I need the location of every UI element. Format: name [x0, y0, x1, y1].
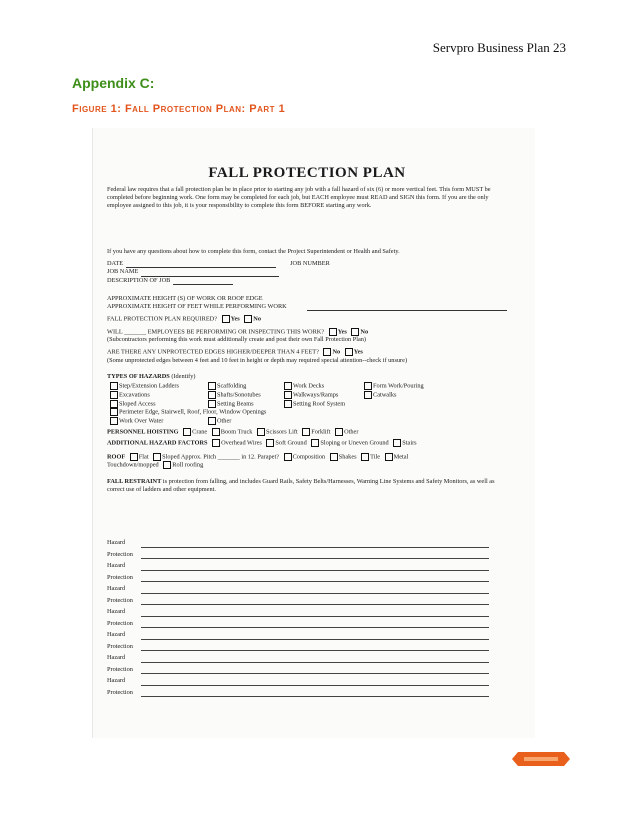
- questions-note: If you have any questions about how to complete this form, contact the Project Superintendent or Health and Safety.: [107, 248, 400, 255]
- will-yes-label: Yes: [337, 328, 347, 336]
- protection-line-row: Protection: [107, 571, 507, 583]
- hazard-checkbox[interactable]: [110, 382, 118, 390]
- roof-checkbox[interactable]: [385, 453, 393, 461]
- hoisting-checkbox[interactable]: [335, 428, 343, 436]
- protection-field[interactable]: [141, 667, 489, 674]
- hoisting-checkbox[interactable]: [302, 428, 310, 436]
- hazard-item: Form Work/Pouring: [361, 382, 441, 391]
- servpro-logo: [512, 752, 570, 766]
- edges-row: [107, 348, 507, 357]
- scanned-form-image: [92, 128, 535, 738]
- hazard-checkbox[interactable]: [208, 382, 216, 390]
- height-label: APPROXIMATE HEIGHT (S) OF WORK OR ROOF EDGE: [107, 294, 263, 302]
- appendix-heading: Appendix C:: [72, 75, 155, 91]
- types-heading: [107, 373, 507, 381]
- form-intro: Federal law requires that a fall protection plan be in place prior to starting any job with a fall hazard of six (6) or more vertical feet. This form MUST be completed before beginning work. One form may be completed for each job, but EACH employee must READ and SIGN this form. If you are the only employee assigned to this job, it is your responsibility to complete this form BEFORE starting any work.: [107, 186, 491, 210]
- protection-field[interactable]: [141, 575, 489, 582]
- hazard-line-row: Hazard: [107, 536, 507, 548]
- hoisting-checkbox[interactable]: [183, 428, 191, 436]
- hazard-item: Scaffolding: [205, 382, 281, 391]
- hazard-field[interactable]: [141, 587, 489, 594]
- protection-line-row: Protection: [107, 686, 507, 698]
- hazard-line-row: Hazard: [107, 674, 507, 686]
- description-field[interactable]: [173, 278, 233, 285]
- hazard-checkbox[interactable]: [284, 400, 292, 408]
- date-label: DATE: [107, 260, 124, 268]
- edges-no-label: No: [332, 348, 341, 356]
- protection-field[interactable]: [141, 552, 489, 559]
- hazard-field[interactable]: [141, 564, 489, 571]
- additional-checkbox[interactable]: [212, 439, 220, 447]
- hazard-checkbox[interactable]: [364, 382, 372, 390]
- hazard-checkbox[interactable]: [110, 400, 118, 408]
- protection-field[interactable]: [141, 644, 489, 651]
- hazard-field[interactable]: [141, 610, 489, 617]
- roof-row-2: Touchdown/mopped Roll roofing: [107, 461, 204, 469]
- hazard-protection-lines: [107, 536, 507, 697]
- restraint-paragraph: [107, 478, 507, 494]
- hazard-checkbox[interactable]: [208, 400, 216, 408]
- hazard-field[interactable]: [141, 656, 489, 663]
- hazard-item: Excavations: [107, 391, 205, 400]
- protection-line-row: Protection: [107, 594, 507, 606]
- types-identify: (Identify): [171, 373, 196, 381]
- hazard-item: Shafts/Sonotubes: [205, 391, 281, 400]
- protection-field[interactable]: [141, 690, 489, 697]
- hazard-checkbox[interactable]: [208, 417, 216, 425]
- subcontractors-note: (Subcontractors performing this work must additionally create and post their own Fall Protection Plan): [107, 336, 366, 344]
- plan-yes-checkbox[interactable]: [222, 315, 230, 323]
- hazard-checkbox[interactable]: [364, 391, 372, 399]
- roof-checkbox[interactable]: [330, 453, 338, 461]
- protection-line-row: Protection: [107, 548, 507, 560]
- height-row: [107, 295, 507, 303]
- plan-required-row: [107, 315, 507, 324]
- will-yes-checkbox[interactable]: [329, 328, 337, 336]
- roof-rolled-checkbox[interactable]: [163, 461, 171, 469]
- edges-note: (Some unprotected edges between 4 feet and 10 feet in height or depth may required special attention--check if unsure): [107, 357, 408, 365]
- hazard-line-row: Hazard: [107, 605, 507, 617]
- roof-sloped-checkbox[interactable]: [153, 453, 161, 461]
- edges-label: ARE THERE ANY UNPROTECTED EDGES HIGHER/DEEPER THAN 4 FEET?: [107, 348, 319, 356]
- hazard-line-row: Hazard: [107, 559, 507, 571]
- protection-line-row: Protection: [107, 640, 507, 652]
- hazard-item: Catwalks: [361, 391, 441, 400]
- protection-field[interactable]: [141, 598, 489, 605]
- hazard-checkbox[interactable]: [110, 417, 118, 425]
- additional-checkbox[interactable]: [311, 439, 319, 447]
- hazard-item: Step/Extension Ladders: [107, 382, 205, 391]
- edges-yes-checkbox[interactable]: [345, 348, 353, 356]
- additional-label: ADDITIONAL HAZARD FACTORS: [107, 439, 208, 447]
- roof-checkbox[interactable]: [361, 453, 369, 461]
- hazard-checklist: [107, 382, 507, 425]
- hazard-field[interactable]: [141, 633, 489, 640]
- running-header: Servpro Business Plan 23: [432, 40, 566, 55]
- hazard-field[interactable]: [141, 679, 489, 686]
- types-label: TYPES OF HAZARDS: [107, 373, 170, 381]
- additional-checkbox[interactable]: [393, 439, 401, 447]
- figure-caption: Figure 1: Fall Protection Plan: Part 1: [72, 103, 286, 115]
- additional-checkbox[interactable]: [266, 439, 274, 447]
- edges-no-checkbox[interactable]: [323, 348, 331, 356]
- height-feet-label: APPROXIMATE HEIGHT OF FEET WHILE PERFORMING WORK: [107, 302, 287, 310]
- job-number-label: JOB NUMBER: [290, 260, 330, 268]
- restraint-label: FALL RESTRAINT: [107, 478, 162, 486]
- job-name-field[interactable]: [141, 270, 279, 277]
- plan-no-checkbox[interactable]: [244, 315, 252, 323]
- form-fields: [107, 248, 507, 494]
- roof-label: ROOF: [107, 453, 126, 461]
- hazard-checkbox[interactable]: [284, 382, 292, 390]
- plan-no-label: No: [253, 315, 261, 323]
- roof-row: ROOF Flat Sloped Approx. Pitch _______ in 12. Parapet? Composition Shakes Tile Metal: [107, 453, 409, 461]
- hoisting-checkbox[interactable]: [212, 428, 220, 436]
- hazard-line-row: Hazard: [107, 628, 507, 640]
- roof-checkbox[interactable]: [284, 453, 292, 461]
- protection-line-row: Protection: [107, 663, 507, 675]
- height-feet-field[interactable]: [307, 304, 507, 311]
- hazard-item: Work Decks: [281, 382, 361, 391]
- edges-yes-label: Yes: [353, 348, 363, 356]
- will-row: [107, 328, 507, 337]
- additional-row: ADDITIONAL HAZARD FACTORS Overhead Wires Soft Ground Sloping or Uneven Ground Stairs: [107, 439, 417, 447]
- hoisting-row: PERSONNEL HOISTING Crane Boom Truck Scissors Lift Forklift Other: [107, 428, 359, 435]
- hazard-line-row: Hazard: [107, 582, 507, 594]
- restraint-text: is protection from falling, and includes Guard Rails, Safety Belts/Harnesses, Warning Line Systems and Safety Monitors, as well as correct use of ladders and other equipment.: [107, 478, 495, 494]
- will-label: WILL _______ EMPLOYEES BE PERFORMING OR INSPECTING THIS WORK?: [107, 328, 325, 336]
- hoisting-checkbox[interactable]: [257, 428, 265, 436]
- form-title: FALL PROTECTION PLAN: [208, 165, 406, 181]
- date-row: [107, 260, 507, 268]
- hazard-checkbox[interactable]: [110, 408, 118, 416]
- plan-yes-label: Yes: [230, 315, 240, 323]
- hazard-item: Setting Beams: [205, 400, 281, 409]
- hazard-item: Sloped Access: [107, 400, 205, 409]
- job-name-row: [107, 268, 507, 276]
- job-name-label: JOB NAME: [107, 268, 139, 276]
- will-no-label: No: [360, 328, 369, 336]
- hazard-item: Perimeter Edge, Stairwell, Roof, Floor, Window Openings: [107, 408, 441, 417]
- date-field[interactable]: [126, 261, 276, 268]
- hazard-item: Setting Roof System: [281, 400, 441, 409]
- hazard-checkbox[interactable]: [284, 391, 292, 399]
- hazard-item: Other: [205, 417, 281, 426]
- description-row: [107, 277, 507, 285]
- hazard-checkbox[interactable]: [110, 391, 118, 399]
- hazard-item: Work Over Water: [107, 417, 205, 426]
- plan-required-label: FALL PROTECTION PLAN REQUIRED?: [107, 315, 218, 323]
- hazard-field[interactable]: [141, 541, 489, 548]
- protection-line-row: Protection: [107, 617, 507, 629]
- protection-field[interactable]: [141, 621, 489, 628]
- description-label: DESCRIPTION OF JOB: [107, 276, 171, 284]
- hazard-checkbox[interactable]: [208, 391, 216, 399]
- will-no-checkbox[interactable]: [351, 328, 359, 336]
- hazard-line-row: Hazard: [107, 651, 507, 663]
- hazard-item: Walkways/Ramps: [281, 391, 361, 400]
- height-feet-row: [107, 303, 507, 311]
- roof-flat-checkbox[interactable]: [130, 453, 138, 461]
- hoisting-label: PERSONNEL HOISTING: [107, 428, 179, 435]
